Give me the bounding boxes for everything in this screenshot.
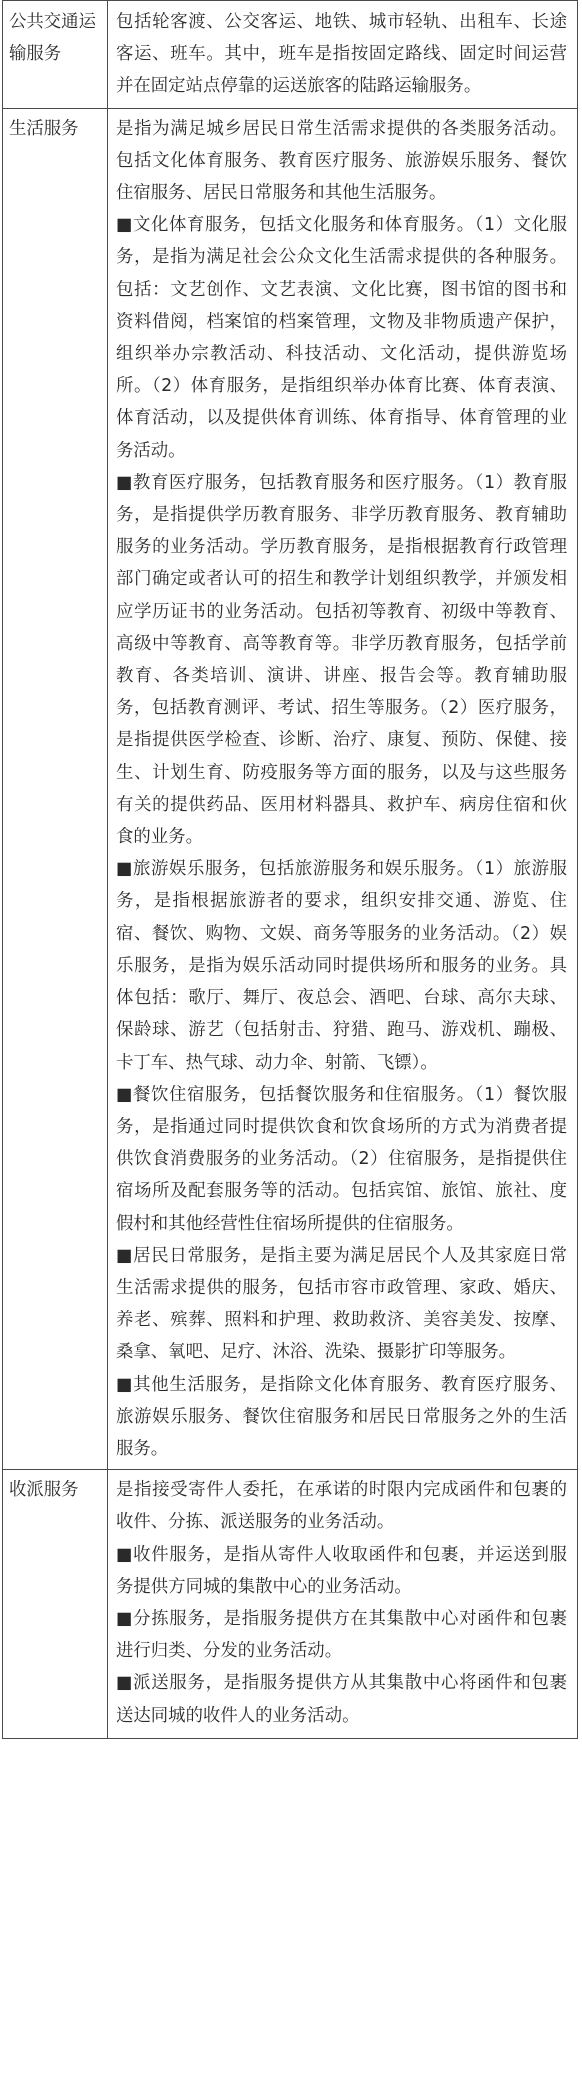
services-table — [2, 0, 578, 1739]
content-paragraph-sorting: ■分拣服务，是指服务提供方在其集散中心对函件和包裹进行归类、分发的业务活动。 — [116, 1608, 567, 1662]
content-paragraph-dispatch: ■派送服务，是指服务提供方从其集散中心将函件和包裹送达同城的收件人的业务活动。 — [116, 1673, 567, 1726]
label-text: 收派服务 — [9, 1480, 79, 1501]
table-row — [3, 108, 578, 1470]
label-text: 公共交通运输服务 — [9, 12, 96, 65]
content-paragraph-daily-services: ■居民日常服务，是指主要为满足居民个人及其家庭日常生活需求提供的服务，包括市容市政管理、家政、婚庆、养老、殡葬、照料和护理、救助救济、美容美发、按摩、桑拿、氧吧、足疗、沐浴、洗染、摄影扩印等服务。 — [116, 1245, 567, 1363]
content-paragraph-catering-lodging: ■餐饮住宿服务，包括餐饮服务和住宿服务。（1）餐饮服务，是指通过同时提供饮食和饮食场所的方式为消费者提供饮食消费服务的业务活动。（2）住宿服务，是指提供住宿场所及配套服务等的活动。包括宾馆、旅馆、旅社、度假村和其他经营性住宿场所提供的住宿服务。 — [116, 1084, 567, 1234]
content-paragraph-culture-sports: ■文化体育服务，包括文化服务和体育服务。（1）文化服务，是指为满足社会公众文化生活需求提供的各种服务。包括：文艺创作、文艺表演、文化比赛，图书馆的图书和资料借阅，档案馆的档案管理，文物及非物质遗产保护，组织举办宗教活动、科技活动、文化活动，提供游览场所。（2）体育服务，是指组织举办体育比赛、体育表演、体育活动，以及提供体育训练、体育指导、体育管理的业务活动。 — [116, 215, 567, 461]
row-content-public-transport — [108, 1, 578, 109]
content-paragraph-pickup: ■收件服务，是指从寄件人收取函件和包裹，并运送到服务提供方同城的集散中心的业务活动。 — [116, 1544, 567, 1597]
content-paragraph-other-services: ■其他生活服务，是指除文化体育服务、教育医疗服务、旅游娱乐服务、餐饮住宿服务和居民日常服务之外的生活服务。 — [116, 1374, 567, 1459]
row-label-delivery-services — [3, 1470, 108, 1739]
row-content-delivery-services — [108, 1470, 578, 1739]
content-paragraph: 是指接受寄件人委托，在承诺的时限内完成函件和包裹的收件、分拣、派送服务的业务活动。 — [116, 1480, 567, 1533]
row-content-life-services — [108, 108, 578, 1470]
table-row — [3, 1, 578, 109]
content-paragraph: 包括轮客渡、公交客运、地铁、城市轻轨、出租车、长途客运、班车。其中，班车是指按固定路线、固定时间运营并在固定站点停靠的运送旅客的陆路运输服务。 — [116, 12, 567, 97]
content-paragraph-tourism-entertainment: ■旅游娱乐服务，包括旅游服务和娱乐服务。（1）旅游服务，是指根据旅游者的要求，组织安排交通、游览、住宿、餐饮、购物、文娱、商务等服务的业务活动。（2）娱乐服务，是指为娱乐活动同时提供场所和服务的业务。具体包括：歌厅、舞厅、夜总会、酒吧、台球、高尔夫球、保龄球、游艺（包括射击、狩猎、跑马、游戏机、蹦极、卡丁车、热气球、动力伞、射箭、飞镖）。 — [116, 859, 567, 1073]
label-text: 生活服务 — [9, 118, 79, 139]
content-paragraph: 是指为满足城乡居民日常生活需求提供的各类服务活动。包括文化体育服务、教育医疗服务、旅游娱乐服务、餐饮住宿服务、居民日常服务和其他生活服务。 — [116, 118, 567, 204]
row-label-life-services — [3, 108, 108, 1470]
row-label-public-transport — [3, 1, 108, 109]
content-paragraph-education-medical: ■教育医疗服务，包括教育服务和医疗服务。（1）教育服务，是指提供学历教育服务、非学历教育服务、教育辅助服务的业务活动。学历教育服务，是指根据教育行政管理部门确定或者认可的招生和教学计划组织教学，并颁发相应学历证书的业务活动。包括初等教育、初级中等教育、高级中等教育、高等教育等。非学历教育服务，包括学前教育、各类培训、演讲、讲座、报告会等。教育辅助服务，包括教育测评、考试、招生等服务。（2）医疗服务，是指提供医学检查、诊断、治疗、康复、预防、保健、接生、计划生育、防疫服务等方面的服务，以及与这些服务有关的提供药品、医用材料器具、救护车、病房住宿和伙食的业务。 — [116, 472, 567, 848]
table-row — [3, 1470, 578, 1739]
